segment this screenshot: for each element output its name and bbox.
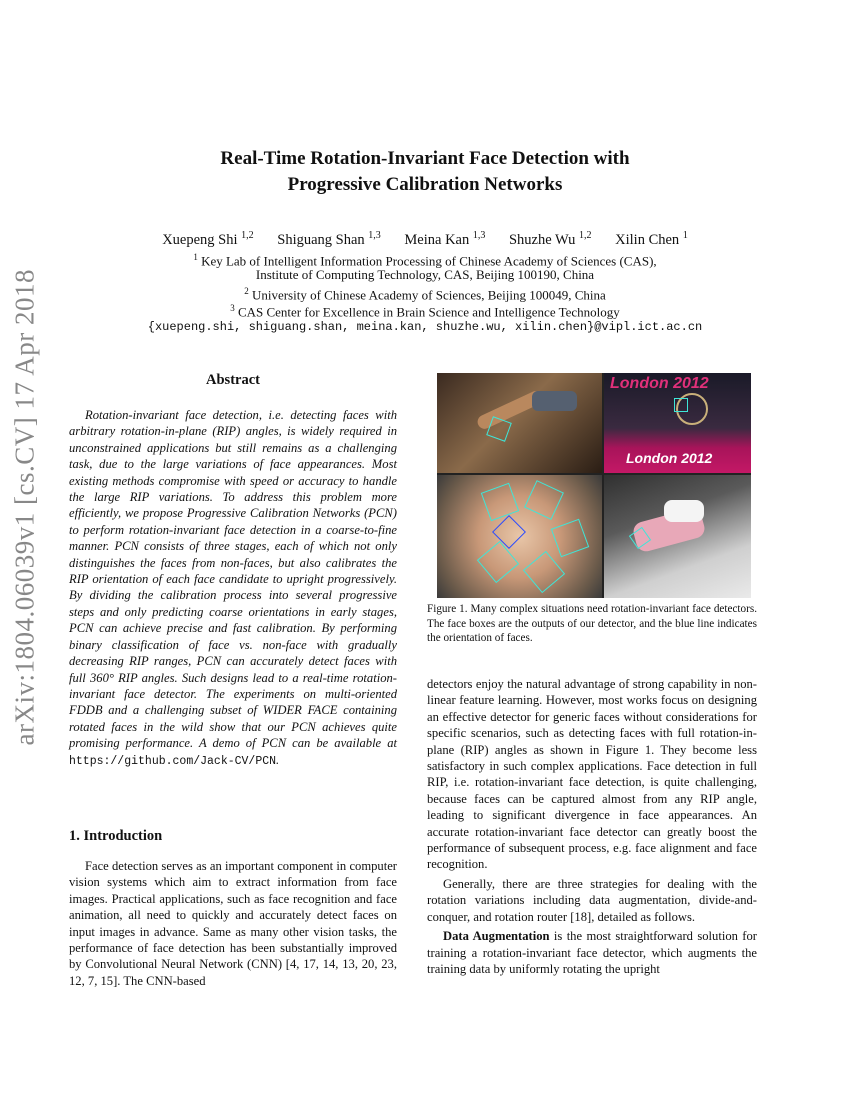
figure-panel-dancer: [437, 373, 602, 473]
abstract-link[interactable]: https://github.com/Jack-CV/PCN: [69, 754, 277, 768]
arxiv-stamp: arXiv:1804.06039v1 [cs.CV] 17 Apr 2018: [9, 269, 40, 746]
face-box: [524, 480, 564, 520]
face-box: [551, 519, 589, 557]
face-box: [674, 398, 688, 412]
intro-paragraph: Face detection serves as an important component in computer vision systems which aim to extract information from face images. Practical applications, such as face recognition and face animation, all need to quickly and accurately detect faces on input images in advance. Same as many other vision tasks, the performance of face detection has been substantially improved by Convolutional Neural Network (CNN) [4, 17, 14, 13, 20, 23, 12, 7, 15]. The CNN-based: [69, 859, 397, 988]
face-box: [481, 483, 519, 521]
figure-banner-text: London 2012: [610, 375, 709, 392]
right-column-body: [427, 676, 757, 977]
affiliation-2: $^2$ University of Chinese Academy of Sciences, Beijing 100049, China: [244, 286, 606, 303]
title-line-1: Real-Time Rotation-Invariant Face Detection with: [220, 148, 630, 169]
body-paragraph: detectors enjoy the natural advantage of strong capability in non-linear feature learning. However, most works focus on designing an effective detector for generic faces without considerations for specific scenarios, such as detecting faces with full rotation-in-plane (RIP) angles as shown in Figure 1. They become less satisfactory in such complex applications. Face detection in full RIP, i.e. rotation-invariant face detection, is quite challenging, because faces can be captured almost from any RIP angle, leading to significant divergence in face appearances. An accurate rotation-invariant face detector can greatly boost the performance of subsequent process, e.g. face alignment and face recognition.: [427, 677, 757, 872]
figure-banner-text: London 2012: [626, 450, 713, 466]
author: Shuzhe Wu $^{1,2}$: [508, 230, 592, 248]
face-box: [477, 541, 519, 583]
author: Shiguang Shan $^{1,3}$: [277, 230, 381, 248]
paper-title: [0, 146, 850, 198]
figure-panel-wrestling: [604, 475, 751, 598]
figure-panel-gymnast: [604, 373, 751, 473]
intro-heading: 1. Introduction: [69, 828, 163, 844]
face-box: [523, 551, 565, 593]
author-list: [0, 230, 850, 249]
body-paragraph: Generally, there are three strategies for dealing with the rotation variations including data augmentation, divide-and-conquer, and rotation router [18], detailed as follows.: [427, 876, 757, 924]
abstract-heading: Abstract: [206, 372, 260, 388]
affiliation-1: $^1$ Key Lab of Intelligent Information Processing of Chinese Academy of Sciences (CAS),: [193, 252, 657, 269]
author: Meina Kan $^{1,3}$: [404, 230, 486, 248]
author: Xilin Chen $^1$: [615, 230, 688, 248]
intro-body: [69, 858, 397, 989]
figure-1-image: [437, 373, 751, 598]
figure-caption: Figure 1. Many complex situations need rotation-invariant face detectors. The face boxes are the outputs of our detector, and the blue line indicates the orientation of faces.: [427, 603, 757, 644]
author-emails: {xuepeng.shi, shiguang.shan, meina.kan, shuzhe.wu, xilin.chen}@vipl.ict.ac.cn: [147, 320, 703, 334]
abstract-body: Rotation-invariant face detection, i.e. detecting faces with arbitrary rotation-in-plane (RIP) angles, is widely required in unconstrained applications but still remains as a challenging task, due to the large variations of face appearances. Most existing methods compromise with speed or accuracy to handle the large RIP variations. To address this problem more efficiently, we propose Progressive Calibration Networks (PCN) to perform rotation-invariant face detection in a coarse-to-fine manner. PCN consists of three stages, each of which not only distinguishes the faces from non-faces, but also calibrates the RIP orientation of each face candidate to upright progressively. By dividing the calibration process into several progressive steps and only predicting coarse orientations in early stages, PCN can achieve precise and fast calibration. By performing binary classification of face vs. non-face with gradually decreasing RIP ranges, PCN can accurately detect faces with full 360° RIP angles. Such designs lead to a real-time rotation-invariant face detector. The experiments on multi-oriented FDDB and a challenging subset of WIDER FACE containing rotated faces in the wild show that our PCN achieves quite promising performance. A demo of PCN can be available at https://github.com/Jack-CV/PCN.: [69, 408, 397, 768]
author: Xuepeng Shi $^{1,2}$: [162, 230, 254, 248]
figure-panel-group: [437, 475, 602, 598]
affiliation-1-cont: Institute of Computing Technology, CAS, Beijing 100190, China: [255, 267, 595, 282]
abstract-text: Rotation-invariant face detection, i.e. detecting faces with arbitrary rotation-in-plane (RIP) angles, is widely required in unconstrained applications but still remains as a challenging task, due to the large variations of face appearances. Most existing methods compromise with speed or accuracy to handle the large RIP variations. To address this problem more efficiently, we propose Progressive Calibration Networks (PCN) to perform rotation-invariant face detection in a coarse-to-fine manner. PCN consists of three stages, each of which not only distinguishes the faces from non-faces, but also calibrates the RIP orientation of each face candidate to upright progressively. By dividing the calibration process into several progressive steps and only predicting coarse orientations in early stages, PCN can achieve precise and fast calibration. By performing binary classification of face vs. non-face with gradually decreasing RIP ranges, PCN can accurately detect faces with full 360° RIP angles. Such designs lead to a real-time rotation-invariant face detector. The experiments on multi-oriented FDDB and a challenging subset of WIDER FACE containing rotated faces in the wild show that our PCN achieves quite promising performance. A demo of PCN can be available at: [69, 408, 397, 751]
affiliation-3: $^3$ CAS Center for Excellence in Brain Science and Intelligence Technology: [230, 303, 620, 320]
strategy-name: Data Augmentation: [443, 929, 550, 944]
body-paragraph: Data Augmentation is the most straightforward solution for training a rotation-invariant face detector, which augments the training data by uniformly rotating the upright: [427, 929, 757, 976]
title-line-2: Progressive Calibration Networks: [287, 174, 563, 195]
